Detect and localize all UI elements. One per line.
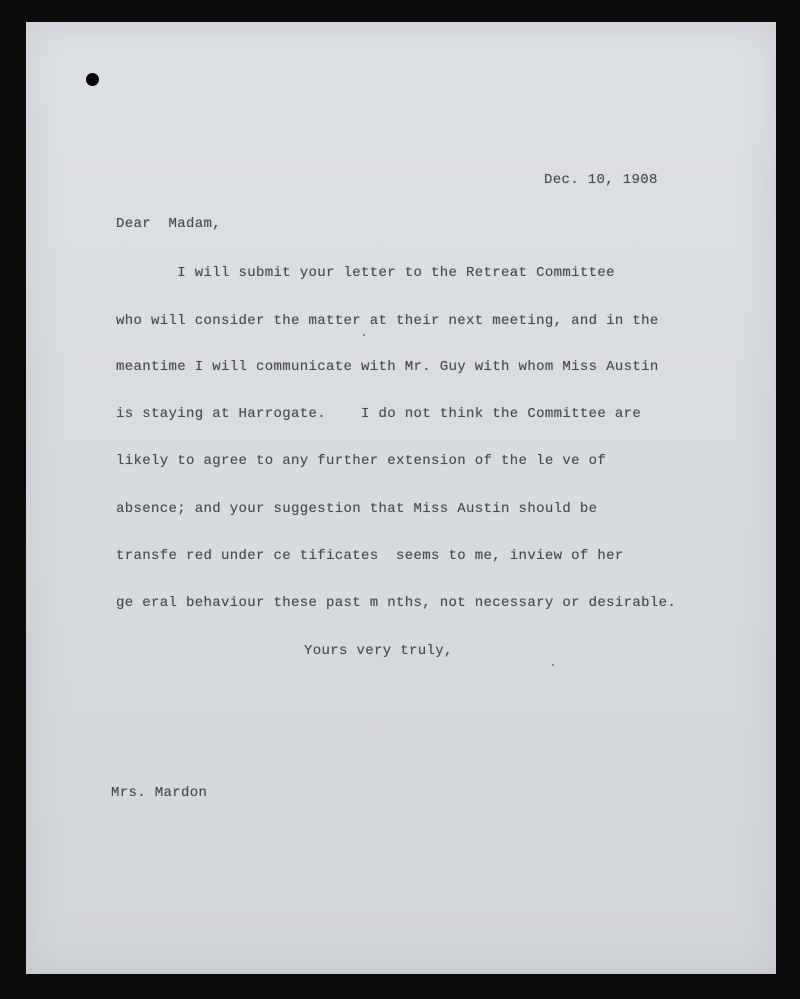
body-line-2: who will consider the matter at their next meeting, and in the [116, 313, 659, 329]
paper-speck [363, 334, 365, 336]
paper-speck [552, 664, 554, 666]
punch-hole [86, 73, 99, 86]
body-line-6: absence; and your suggestion that Miss Austin should be [116, 501, 598, 517]
salutation: Dear Madam, [116, 216, 222, 232]
recipient-name: Mrs. Mardon [111, 785, 208, 801]
body-line-3: meantime I will communicate with Mr. Guy with whom Miss Austin [116, 359, 659, 375]
letter-date: Dec. 10, 1908 [544, 172, 658, 188]
body-line-4: is staying at Harrogate. I do not think the Committee are [116, 406, 642, 422]
body-line-7: transfe red under ce tificates seems to me, inview of her [116, 548, 624, 564]
body-line-8: ge eral behaviour these past m nths, not necessary or desirable. [116, 595, 677, 611]
body-line-5: likely to agree to any further extension of the le ve of [116, 453, 607, 469]
letter-page [26, 22, 776, 974]
closing: Yours very truly, [304, 643, 453, 659]
body-line-1: I will submit your letter to the Retreat Committee [116, 265, 615, 281]
